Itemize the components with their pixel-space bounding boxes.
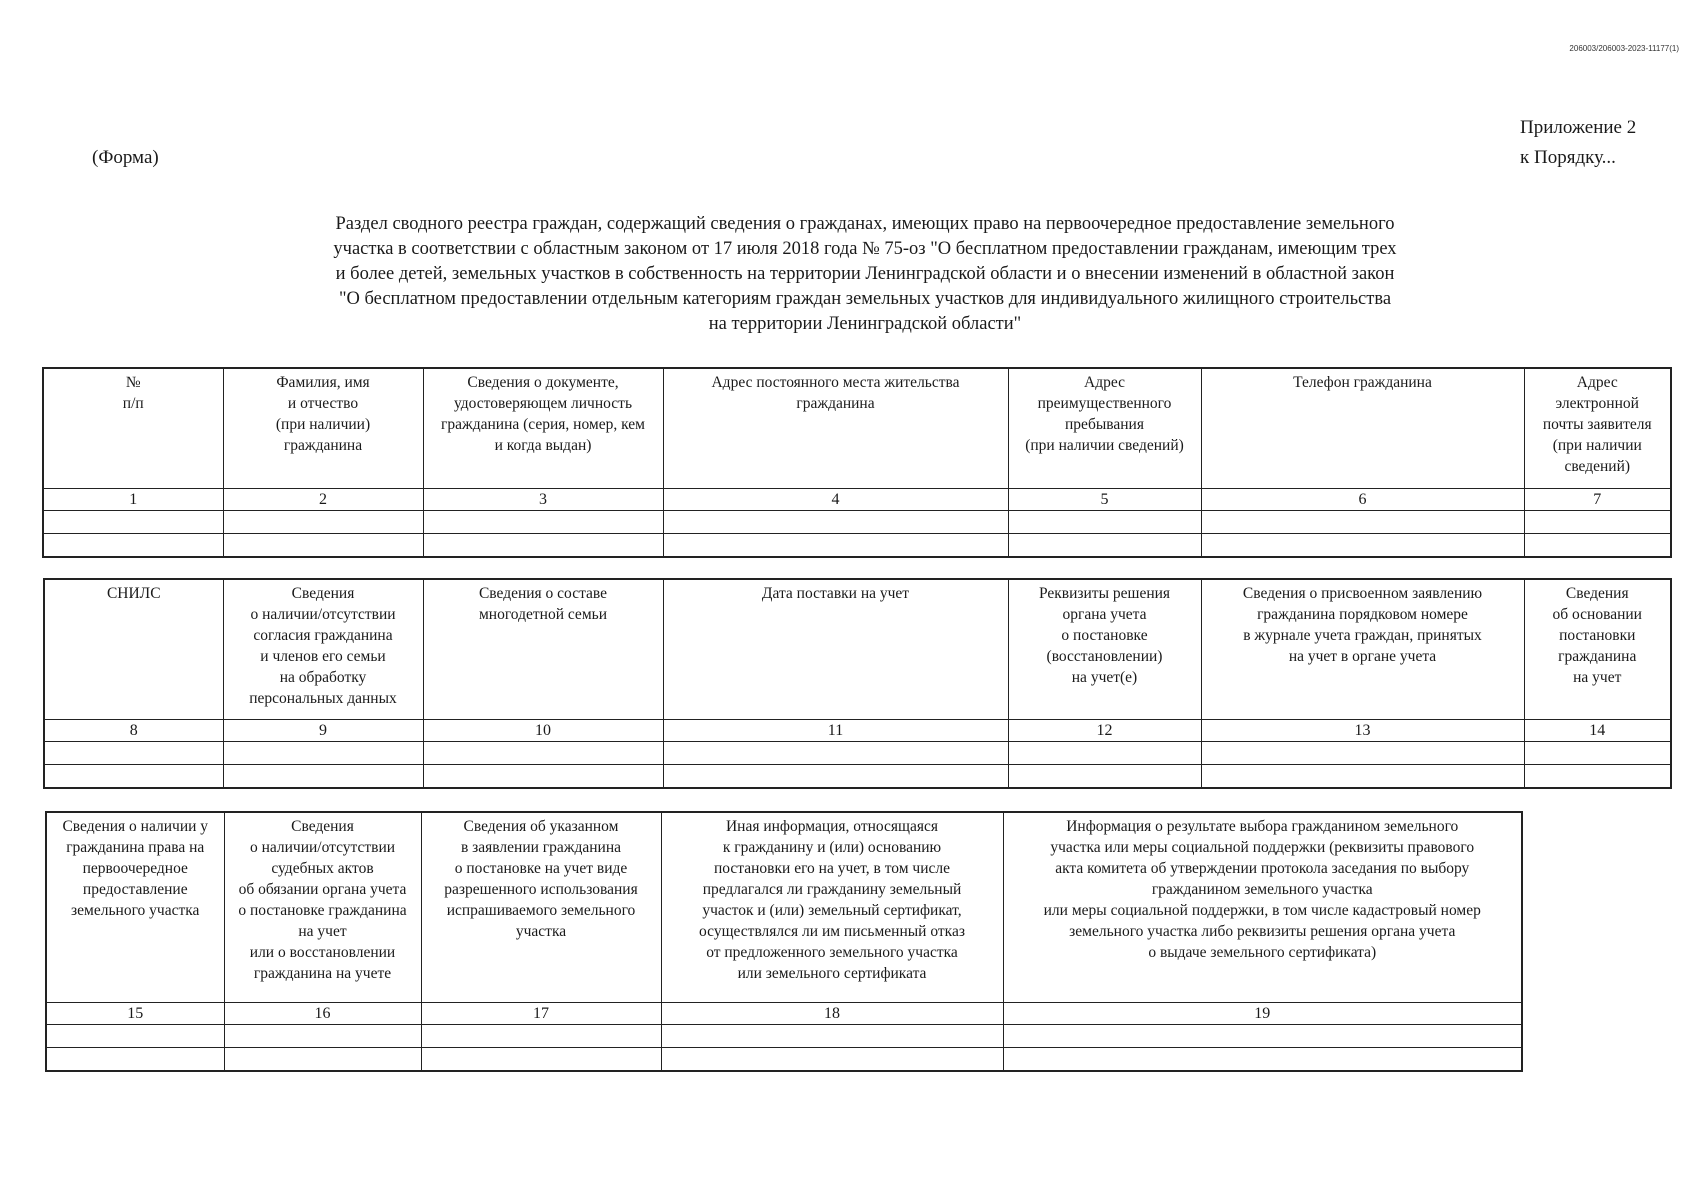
column-header-permitted-use bbox=[421, 812, 661, 1003]
column-number: 2 bbox=[223, 489, 423, 511]
empty-cell bbox=[223, 511, 423, 534]
empty-cell bbox=[1003, 1025, 1522, 1048]
column-number-row bbox=[46, 1003, 1522, 1025]
column-number: 15 bbox=[46, 1003, 224, 1025]
empty-cell bbox=[1201, 742, 1524, 765]
title-line: участка в соответствии с областным законом от 17 июля 2018 года № 75-оз "О бесплатном предоставлении гражданам, имеющим трех bbox=[333, 239, 1397, 259]
empty-data-row bbox=[46, 1025, 1522, 1048]
column-number: 16 bbox=[224, 1003, 421, 1025]
empty-cell bbox=[423, 511, 663, 534]
header-text: Сведения о составе многодетной семьи bbox=[478, 585, 608, 623]
column-header-identity-document bbox=[423, 368, 663, 489]
empty-cell bbox=[661, 1025, 1003, 1048]
column-number: 4 bbox=[663, 489, 1008, 511]
header-text: Реквизиты решения органа учета о постановке (восстановлении) на учет(е) bbox=[1038, 585, 1171, 686]
registry-table-part-1 bbox=[42, 367, 1672, 558]
empty-data-row bbox=[43, 534, 1671, 558]
empty-data-row bbox=[44, 742, 1671, 765]
header-text: Сведения о наличии/отсутствии судебных актов об обязании органа учета о постановке гражданина на учет или о восстановлении гражданина на учете bbox=[238, 818, 407, 982]
empty-data-row bbox=[43, 511, 1671, 534]
empty-cell bbox=[1524, 511, 1671, 534]
column-header-email bbox=[1524, 368, 1671, 489]
empty-data-row bbox=[46, 1048, 1522, 1072]
empty-cell bbox=[663, 742, 1008, 765]
appendix-line-2: к Порядку... bbox=[1520, 147, 1616, 168]
title-line: и более детей, земельных участков в собственность на территории Ленинградской области и о внесении изменений в областной закон bbox=[335, 264, 1395, 284]
empty-cell bbox=[43, 511, 223, 534]
empty-cell bbox=[43, 534, 223, 558]
column-header-residence-address bbox=[1008, 368, 1201, 489]
column-header-full-name bbox=[223, 368, 423, 489]
table-header-row bbox=[46, 812, 1522, 1003]
empty-cell bbox=[661, 1048, 1003, 1072]
column-header-number bbox=[43, 368, 223, 489]
column-header-phone bbox=[1201, 368, 1524, 489]
column-header-registration-basis bbox=[1524, 579, 1671, 720]
header-text: Адрес электронной почты заявителя (при наличии сведений) bbox=[1542, 374, 1652, 475]
title-line: Раздел сводного реестра граждан, содержащий сведения о гражданах, имеющих право на первоочередное предоставление земельного bbox=[335, 214, 1395, 234]
empty-cell bbox=[46, 1048, 224, 1072]
empty-cell bbox=[1008, 765, 1201, 789]
empty-cell bbox=[423, 534, 663, 558]
column-header-family-composition bbox=[423, 579, 663, 720]
registry-table-part-2 bbox=[43, 578, 1672, 789]
column-number-row bbox=[44, 720, 1671, 742]
empty-cell bbox=[223, 742, 423, 765]
empty-cell bbox=[1201, 534, 1524, 558]
document-title bbox=[240, 212, 1490, 337]
empty-cell bbox=[46, 1025, 224, 1048]
header-text: № п/п bbox=[122, 374, 144, 412]
header-text: Сведения о присвоенном заявлению гражданина порядковом номере в журнале учета граждан, принятых на учет в органе учета bbox=[1242, 585, 1483, 665]
empty-cell bbox=[44, 765, 223, 789]
appendix-line-1: Приложение 2 bbox=[1520, 117, 1637, 138]
column-header-decision-details bbox=[1008, 579, 1201, 720]
column-number-row bbox=[43, 489, 1671, 511]
column-number: 5 bbox=[1008, 489, 1201, 511]
registry-table-part-3 bbox=[45, 811, 1523, 1072]
column-number: 3 bbox=[423, 489, 663, 511]
header-text: Сведения о наличии/отсутствии согласия гражданина и членов его семьи на обработку персональных данных bbox=[249, 585, 397, 707]
column-header-selection-result bbox=[1003, 812, 1522, 1003]
column-number: 18 bbox=[661, 1003, 1003, 1025]
header-text: Сведения об основании постановки гражданина на учет bbox=[1552, 585, 1642, 686]
header-text: СНИЛС bbox=[106, 585, 161, 602]
empty-cell bbox=[423, 742, 663, 765]
empty-cell bbox=[223, 534, 423, 558]
empty-cell bbox=[1201, 765, 1524, 789]
form-label: (Форма) bbox=[92, 147, 159, 168]
column-number: 1 bbox=[43, 489, 223, 511]
header-text: Иная информация, относящаяся к гражданину и (или) основанию постановки его на учет, в том числе предлагался ли гражданину земельный участок и (или) земельный сертификат, осуществлялся ли им письменный отказ от предложенного земельного участка или земельного сертификата bbox=[699, 818, 965, 982]
header-text: Адрес преимущественного пребывания (при наличии сведений) bbox=[1025, 374, 1184, 454]
empty-cell bbox=[663, 765, 1008, 789]
column-header-consent bbox=[223, 579, 423, 720]
column-header-snils bbox=[44, 579, 223, 720]
empty-cell bbox=[224, 1025, 421, 1048]
column-number: 8 bbox=[44, 720, 223, 742]
header-text: Сведения об указанном в заявлении гражданина о постановке на учет виде разрешенного использования испрашиваемого земельного участка bbox=[444, 818, 638, 940]
column-header-registration-date bbox=[663, 579, 1008, 720]
empty-cell bbox=[421, 1025, 661, 1048]
column-header-other-info bbox=[661, 812, 1003, 1003]
table-header-row bbox=[44, 579, 1671, 720]
empty-data-row bbox=[44, 765, 1671, 789]
column-header-sequence-number bbox=[1201, 579, 1524, 720]
empty-cell bbox=[1524, 765, 1671, 789]
empty-cell bbox=[663, 511, 1008, 534]
empty-cell bbox=[1008, 742, 1201, 765]
empty-cell bbox=[223, 765, 423, 789]
empty-cell bbox=[1524, 742, 1671, 765]
table-header-row bbox=[43, 368, 1671, 489]
empty-cell bbox=[663, 534, 1008, 558]
appendix-reference bbox=[1520, 113, 1636, 173]
empty-cell bbox=[423, 765, 663, 789]
header-text: Телефон гражданина bbox=[1293, 374, 1432, 391]
column-number: 7 bbox=[1524, 489, 1671, 511]
header-text: Сведения о наличии у гражданина права на первоочередное предоставление земельного участка bbox=[62, 818, 209, 919]
column-number: 19 bbox=[1003, 1003, 1522, 1025]
empty-cell bbox=[1008, 511, 1201, 534]
empty-cell bbox=[1524, 534, 1671, 558]
header-text: Фамилия, имя и отчество (при наличии) гражданина bbox=[275, 374, 371, 454]
empty-cell bbox=[224, 1048, 421, 1072]
column-number: 12 bbox=[1008, 720, 1201, 742]
column-number: 11 bbox=[663, 720, 1008, 742]
empty-cell bbox=[1003, 1048, 1522, 1072]
column-number: 14 bbox=[1524, 720, 1671, 742]
header-text: Информация о результате выбора гражданином земельного участка или меры социальной поддержки (реквизиты правового акта комитета об утверждении протокола заседания по выбору гражданином земельного участка или меры социальной поддержки, в том числе кадастровый номер земельного участка либо реквизиты решения органа учета о выдаче земельного сертификата) bbox=[1043, 818, 1481, 961]
empty-cell bbox=[1008, 534, 1201, 558]
column-number: 17 bbox=[421, 1003, 661, 1025]
header-text: Дата поставки на учет bbox=[761, 585, 910, 602]
column-number: 13 bbox=[1201, 720, 1524, 742]
header-text: Сведения о документе, удостоверяющем личность гражданина (серия, номер, кем и когда выдан) bbox=[441, 374, 645, 454]
title-line: "О бесплатном предоставлении отдельным категориям граждан земельных участков для индивидуального жилищного строительства bbox=[338, 289, 1392, 309]
column-header-priority-right bbox=[46, 812, 224, 1003]
header-text: Адрес постоянного места жительства гражданина bbox=[711, 374, 960, 412]
empty-cell bbox=[1201, 511, 1524, 534]
column-number: 10 bbox=[423, 720, 663, 742]
empty-cell bbox=[421, 1048, 661, 1072]
empty-cell bbox=[44, 742, 223, 765]
document-registration-number: 206003/206003-2023-11177(1) bbox=[1569, 44, 1679, 53]
column-number: 9 bbox=[223, 720, 423, 742]
column-header-court-acts bbox=[224, 812, 421, 1003]
title-line: на территории Ленинградской области" bbox=[708, 314, 1022, 334]
column-number: 6 bbox=[1201, 489, 1524, 511]
column-header-permanent-address bbox=[663, 368, 1008, 489]
